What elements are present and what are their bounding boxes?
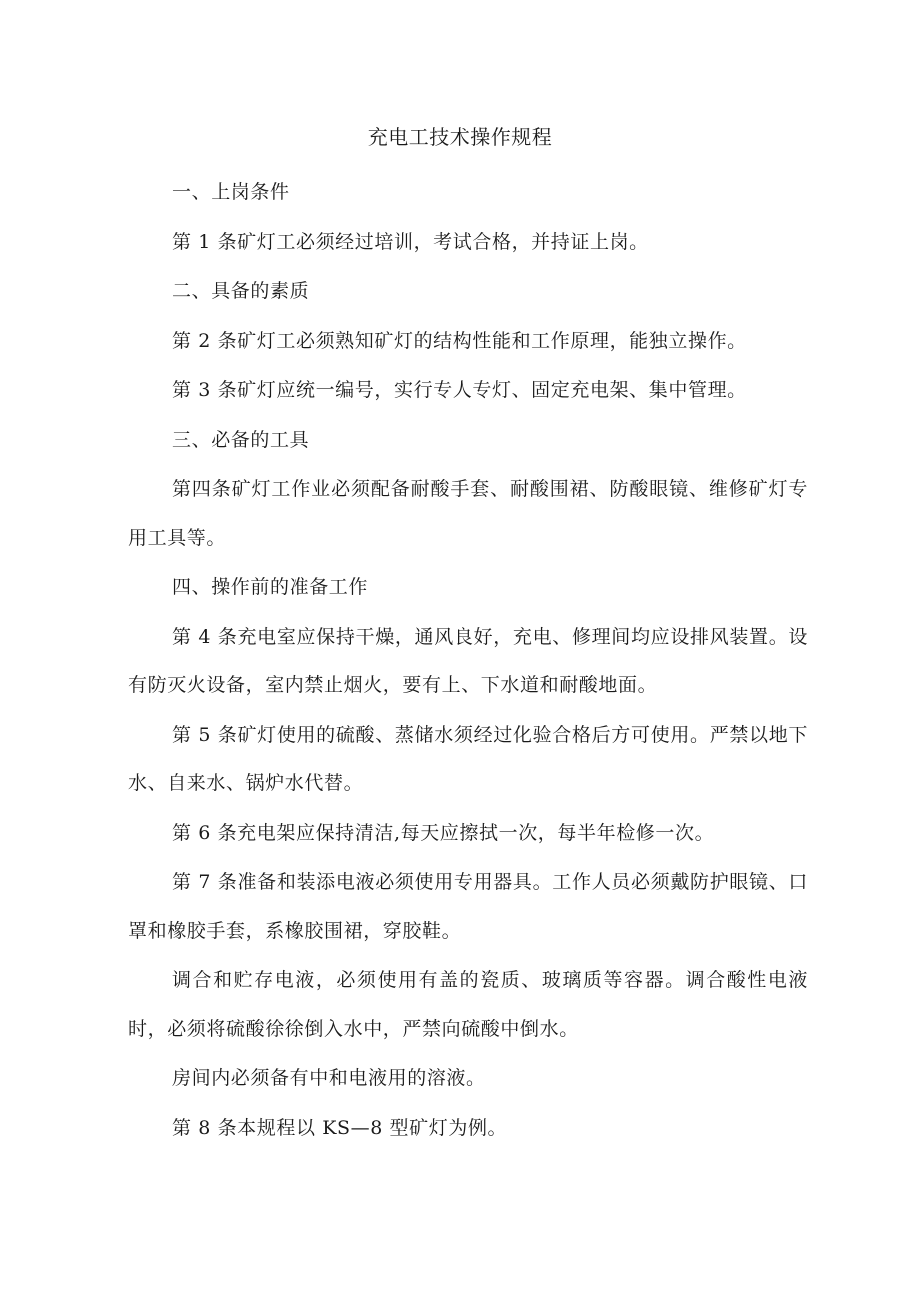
article-3: 第 3 条矿灯应统一编号，实行专人专灯、固定充电架、集中管理。 — [172, 379, 747, 401]
article-6: 第 6 条充电架应保持清洁,每天应擦拭一次，每半年检修一次。 — [172, 821, 715, 844]
section-heading-4: 四、操作前的准备工作 — [172, 576, 369, 598]
article-7: 第 7 条准备和装添电液必须使用专用器具。工作人员必须戴防护眼镜、口罩和橡胶手套，系橡胶围裙，穿胶鞋。 — [128, 871, 808, 942]
article-tools: 第四条矿灯工作业必须配备耐酸手套、耐酸围裙、防酸眼镜、维修矿灯专用工具等。 — [128, 478, 808, 549]
article-7-mixing: 调合和贮存电液，必须使用有盖的瓷质、玻璃质等容器。调合酸性电液时，必须将硫酸徐徐倒入水中，严禁向硫酸中倒水。 — [128, 969, 808, 1040]
section-heading-2: 二、具备的素质 — [172, 280, 310, 302]
article-5: 第 5 条矿灯使用的硫酸、蒸储水须经过化验合格后方可使用。严禁以地下水、自来水、锅炉水代替。 — [128, 723, 808, 794]
article-8: 第 8 条本规程以 KS—8 型矿灯为例。 — [172, 1116, 508, 1139]
document-title: 充电工技术操作规程 — [367, 125, 553, 149]
section-heading-1: 一、上岗条件 — [172, 181, 290, 203]
article-2: 第 2 条矿灯工必须熟知矿灯的结构性能和工作原理，能独立操作。 — [172, 329, 747, 352]
article-4: 第 4 条充电室应保持干燥，通风良好，充电、修理间均应设排风装置。设有防灭火设备，室内禁止烟火，要有上、下水道和耐酸地面。 — [128, 625, 808, 696]
document-body — [128, 168, 808, 1153]
section-heading-3: 三、必备的工具 — [172, 428, 310, 451]
article-7-neutralizer: 房间内必须备有中和电液用的溶液。 — [172, 1067, 486, 1089]
article-1: 第 1 条矿灯工必须经过培训，考试合格，并持证上岗。 — [172, 230, 649, 253]
